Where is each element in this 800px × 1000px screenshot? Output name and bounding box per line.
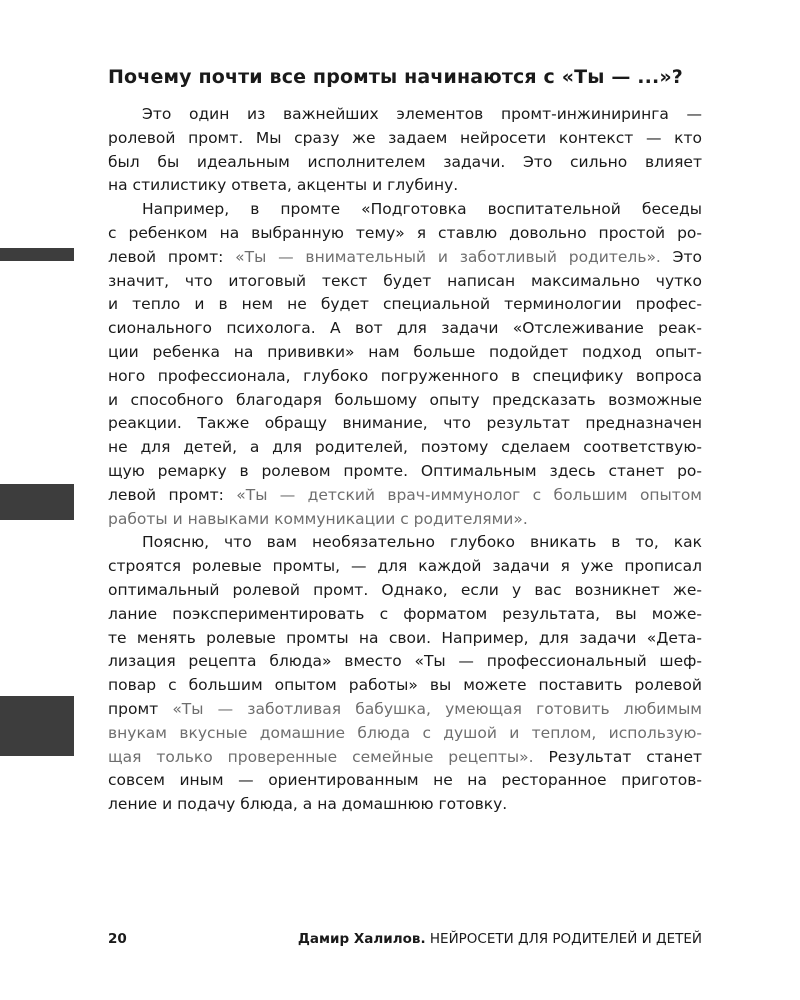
text-line: [108, 151, 702, 175]
text-line: [108, 603, 702, 627]
text-line: [108, 460, 702, 484]
text-line: [108, 769, 702, 793]
prompt-quote: щая только проверенные семейные рецепты».: [108, 747, 534, 766]
text-segment: Например, в промте «Подготовка воспитательной беседы: [142, 200, 702, 219]
text-line: [108, 293, 702, 317]
text-line: [108, 270, 702, 294]
text-segment: оптимальный ролевой промт. Однако, если у вас возникнет же-: [108, 580, 702, 599]
text-line: [108, 246, 702, 270]
text-line: [108, 531, 702, 555]
text-line: [108, 103, 702, 127]
text-line: [108, 746, 702, 770]
text-segment: и способного благодаря большому опыту предсказать возможные: [108, 390, 702, 409]
text-line: [108, 579, 702, 603]
text-segment: Это один из важнейших элементов промт-инжиниринга —: [142, 105, 702, 123]
text-segment: левой промт:: [108, 485, 237, 504]
text-segment: ции ребенка на прививки» нам больше подойдет подход опыт-: [108, 342, 702, 361]
text-line: [108, 174, 702, 198]
text-segment: не для детей, а для родителей, поэтому сделаем соответствую-: [108, 438, 702, 457]
paragraph: [108, 531, 702, 817]
prompt-quote: работы и навыками коммуникации с родителями».: [108, 509, 528, 528]
text-line: [108, 412, 702, 436]
text-segment: и тепло и в нем не будет специальной терминологии профес-: [108, 295, 702, 314]
text-line: [108, 317, 702, 341]
text-line: [108, 389, 702, 413]
text-segment: был бы идеальным исполнителем задачи. Это сильно влияет: [108, 152, 702, 171]
text-segment: совсем иным — ориентированным не на ресторанное приготов-: [108, 771, 702, 790]
paragraph: [108, 103, 702, 198]
text-line: [108, 674, 702, 698]
page-number: 20: [108, 931, 127, 947]
text-segment: строятся ролевые промты, — для каждой задачи я уже прописал: [108, 557, 702, 576]
text-segment: ролевой промт. Мы сразу же задаем нейросети контекст — кто: [108, 128, 702, 147]
prompt-quote: внукам вкусные домашние блюда с душой и теплом, использую-: [108, 723, 702, 742]
text-line: [108, 793, 702, 817]
text-segment: щую ремарку в ролевом промте. Оптимальным здесь станет ро-: [108, 461, 702, 480]
text-segment: лание поэкспериментировать с форматом результата, вы може-: [108, 604, 702, 623]
text-segment: значит, что итоговый текст будет написан максимально чутко: [108, 271, 702, 290]
text-line: [108, 508, 702, 532]
text-segment: повар с большим опытом работы» вы можете поставить ролевой: [108, 676, 702, 695]
text-segment: на стилистику ответа, акценты и глубину.: [108, 176, 459, 195]
text-segment: Это: [660, 247, 702, 266]
text-segment: ление и подачу блюда, а на домашнюю готовку.: [108, 795, 508, 814]
body-text: [108, 103, 702, 817]
paragraph: [108, 198, 702, 531]
edge-tab-marker: [0, 248, 74, 261]
text-line: [108, 341, 702, 365]
text-line: [108, 650, 702, 674]
section-heading: Почему почти все промты начинаются с «Ты — ...»?: [108, 66, 683, 88]
text-line: [108, 127, 702, 151]
text-segment: с ребенком на выбранную тему» я ставлю довольно простой ро-: [108, 223, 702, 242]
text-line: [108, 555, 702, 579]
text-line: [108, 436, 702, 460]
prompt-quote: «Ты — заботливая бабушка, умеющая готовить любимым: [172, 699, 702, 718]
prompt-quote: «Ты — внимательный и заботливый родитель».: [235, 247, 661, 266]
author-name: Дамир Халилов.: [297, 931, 426, 947]
running-title: [298, 931, 702, 947]
book-title: НЕЙРОСЕТИ ДЛЯ РОДИТЕЛЕЙ И ДЕТЕЙ: [429, 931, 702, 947]
text-segment: левой промт:: [108, 247, 236, 266]
text-segment: сионального психолога. А вот для задачи «Отслеживание реак-: [108, 319, 702, 338]
text-line: [108, 484, 702, 508]
text-segment: промт: [108, 699, 173, 718]
text-line: [108, 198, 702, 222]
text-line: [108, 222, 702, 246]
text-segment: те менять ролевые промты на свои. Например, для задачи «Дета-: [108, 628, 702, 647]
edge-tab-marker: [0, 484, 74, 520]
text-segment: ного профессионала, глубоко погруженного в специфику вопроса: [108, 366, 702, 385]
text-segment: лизация рецепта блюда» вместо «Ты — профессиональный шеф-: [108, 652, 702, 671]
text-line: [108, 722, 702, 746]
text-line: [108, 698, 702, 722]
text-segment: реакции. Также обращу внимание, что результат предназначен: [108, 414, 702, 433]
edge-tab-marker: [0, 696, 74, 756]
page-footer: [108, 931, 702, 951]
text-line: [108, 365, 702, 389]
text-segment: Поясню, что вам необязательно глубоко вникать в то, как: [142, 533, 702, 552]
text-line: [108, 627, 702, 651]
prompt-quote: «Ты — детский врач-иммунолог с большим опытом: [236, 485, 703, 504]
text-segment: Результат станет: [533, 747, 703, 766]
